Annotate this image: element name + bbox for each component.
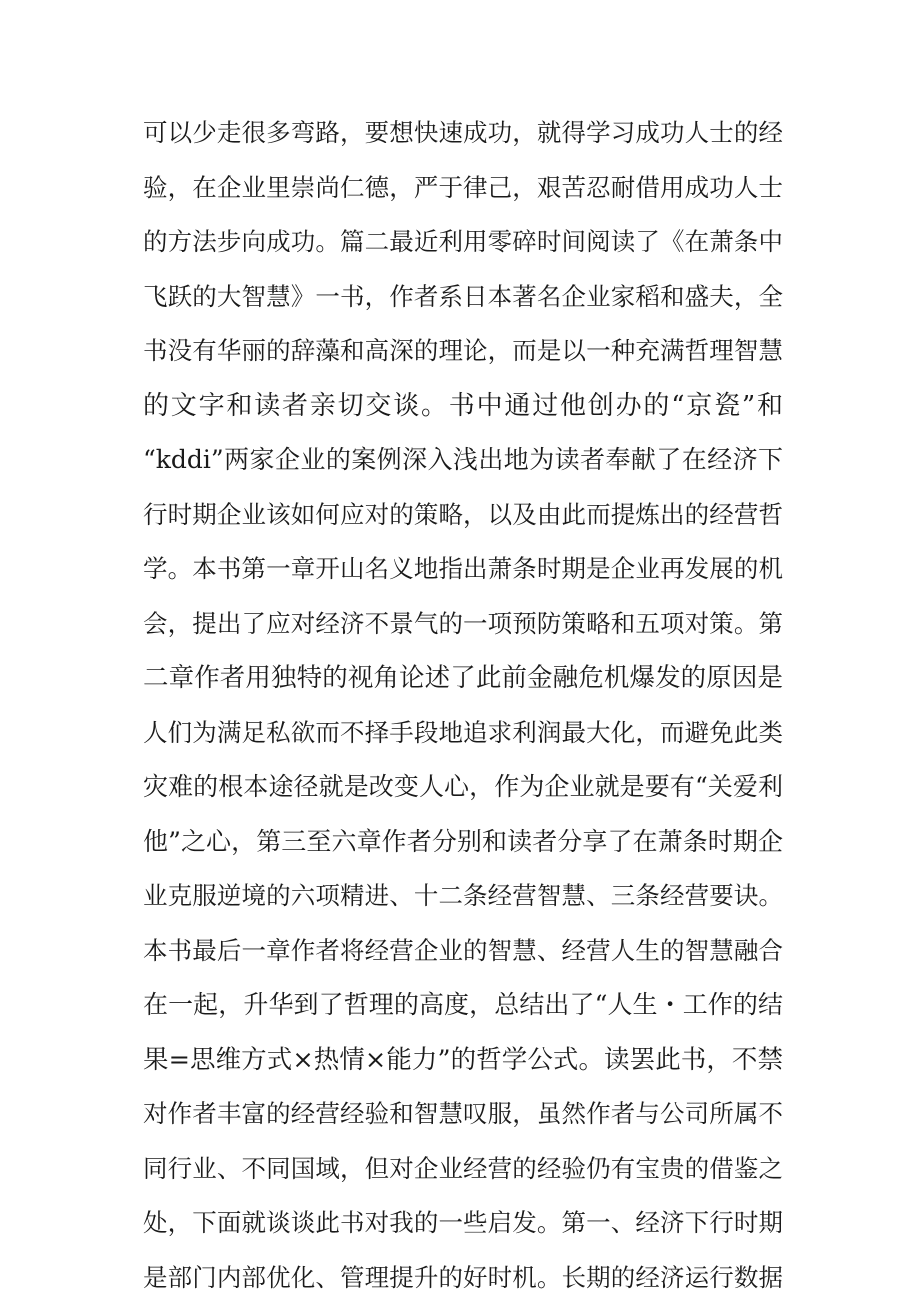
text-line: 会，提出了应对经济不景气的一项预防策略和五项对策。第: [143, 597, 783, 652]
text-line: 学。本书第一章开山名义地指出萧条时期是企业再发展的机: [143, 542, 783, 597]
text-line: 的方法步向成功。篇二最近利用零碎时间阅读了《在萧条中: [143, 215, 783, 270]
text-line: 书没有华丽的辞藻和高深的理论，而是以一种充满哲理智慧: [143, 324, 783, 379]
text-line: 灾难的根本途径就是改变人心，作为企业就是要有“关爱利: [143, 760, 783, 815]
text-line: 的文字和读者亲切交谈。书中通过他创办的“京瓷”和: [143, 379, 783, 434]
text-line: 本书最后一章作者将经营企业的智慧、经营人生的智慧融合: [143, 924, 783, 979]
text-line: 果=思维方式×热情×能力”的哲学公式。读罢此书，不禁: [143, 1033, 783, 1088]
body-text: [143, 106, 783, 1305]
text-line: 飞跃的大智慧》一书，作者系日本著名企业家稻和盛夫，全: [143, 270, 783, 325]
text-line: 人们为满足私欲而不择手段地追求利润最大化，而避免此类: [143, 706, 783, 761]
text-line: 行时期企业该如何应对的策略，以及由此而提炼出的经营哲: [143, 488, 783, 543]
text-line: 他”之心，第三至六章作者分别和读者分享了在萧条时期企: [143, 815, 783, 870]
text-line: 验，在企业里崇尚仁德，严于律己，艰苦忍耐借用成功人士: [143, 161, 783, 216]
text-line: 可以少走很多弯路，要想快速成功，就得学习成功人士的经: [143, 106, 783, 161]
text-line: 处，下面就谈谈此书对我的一些启发。第一、经济下行时期: [143, 1196, 783, 1251]
text-line: 在一起，升华到了哲理的高度，总结出了“人生・工作的结: [143, 978, 783, 1033]
text-line: 对作者丰富的经营经验和智慧叹服，虽然作者与公司所属不: [143, 1087, 783, 1142]
text-line: 同行业、不同国域，但对企业经营的经验仍有宝贵的借鉴之: [143, 1142, 783, 1197]
text-line: 是部门内部优化、管理提升的好时机。长期的经济运行数据: [143, 1251, 783, 1305]
text-line: 业克服逆境的六项精进、十二条经营智慧、三条经营要诀。: [143, 869, 783, 924]
text-line: “kddi”两家企业的案例深入浅出地为读者奉献了在经济下: [143, 433, 783, 488]
text-line: 二章作者用独特的视角论述了此前金融危机爆发的原因是: [143, 651, 783, 706]
